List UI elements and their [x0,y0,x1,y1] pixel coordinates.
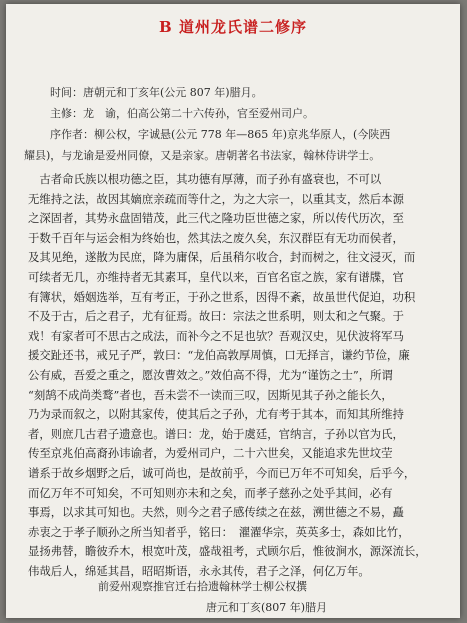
body-line: 显扬弗替，瞻彼乔木，根宽叶茂，盛哉祖考，式顾尔后，惟彼涧水，源深流长， [28,544,427,559]
body-line: 伟哉后人，绵延其昌，昭昭斯语，永永其传，君子之泽，何亿万年。 [28,563,370,578]
body-line: 无维持之法，故因其嫡庶亲疏而等什之，为之大宗一，以重其支，然后本源 [28,191,404,206]
meta-preface-author-cont: 耀县)，与龙谕是爱州同僚，又是亲家。唐朝著名书法家，翰林侍讲学士。 [24,149,381,162]
body-line: 谱系于故乡烟野之后，诚可尚也，是故前乎，今而已万年不可知矣，后乎今， [28,465,416,480]
body-line: 事焉，以求其可知也。夫然，则今之君子感传续之在兹，溯世德之不易，矗 [28,505,404,520]
body-line: 可续者无几，亦维持者无其素耳，皇代以来，百官名宦之族，家有谱牒，官 [28,269,404,284]
body-line: “刻鹄不成尚类鹜”者也，吾未尝不一读而三叹，因斯见其子孙之能长久， [28,387,393,402]
body-line: 传至京兆伯高裔孙讳谕者，为爱州司户，二十六世矣，又能追求先世坟茔 [28,446,393,461]
meta-preface-author: 序作者：柳公权，字诚悬(公元 778 年—865 年)京兆华原人，(今陕西 [50,128,391,141]
signature-author: 前爱州观察推官迁右拾遗翰林学士柳公权撰 [98,580,307,593]
signature-date: 唐元和丁亥(807 年)腊月 [206,601,328,614]
body-line: 者，则庶几古君子遗意也。谱曰：龙，始于虞廷，官纳言，子孙以官为氏， [28,426,404,441]
body-line: 而亿万年不可知矣，不可知则亦未和之矣，而孝子慈孙之处乎其间，必有 [28,485,393,500]
body-line: 戏！有家者可不思古之成法，而补今之不足也欤？吾观汉史，见伏波将军马 [28,328,404,343]
page-title: B 道州龙氏谱二修序 [159,18,307,36]
body-line: 援交趾还书，戒兄子严，敦曰：“龙伯高敦厚周慎，口无择言，谦约节俭，廉 [28,348,410,363]
meta-time: 时间：唐朝元和丁亥年(公元 807 年)腊月。 [50,86,263,99]
body-line: 公有威，吾爱之重之，愿汝曹效之。”效伯高不得，尤为“谨饬之士”，所谓 [28,367,393,382]
body-line: 于数千百年与运会相为终始也，然其法之废久矣，东汉群臣有无功而侯者， [28,230,404,245]
body-line: 不及于古，后之君子，尤有征焉。故曰：宗法之世系明，则太和之气聚。于 [28,309,404,324]
body-line: 赤衷之于孝子顺孙之所当知者乎，铭曰： 濯濯华宗，英英多士，森如比竹， [28,524,410,539]
document-page [6,4,460,618]
body-line: 古者命氏族以根功德之臣，其功德有厚薄，而子孙有盛衰也，不可以 [28,172,382,186]
body-line: 有簿状，婚姻选举，互有考正，于孙之世系，因得不紊，故虽世代促迫，功积 [28,289,416,304]
body-line: 及其见绝，遂散为民庶，降为庸保，后虽稍尔收合，封而树之，往文浸灭，而 [28,250,416,265]
meta-chief-editor: 主修：龙 谕，伯高公第二十六传孙，官至爱州司户。 [50,107,314,120]
body-line: 之深固者，其势永盘固错茂，此三代之隆功臣世德之家，所以传代历次，至 [28,211,404,226]
body-line: 乃为录而叙之，以附其家传，使其后之子孙，尤有考于其本，而知其所维持 [28,407,404,422]
preface-body [28,170,448,581]
